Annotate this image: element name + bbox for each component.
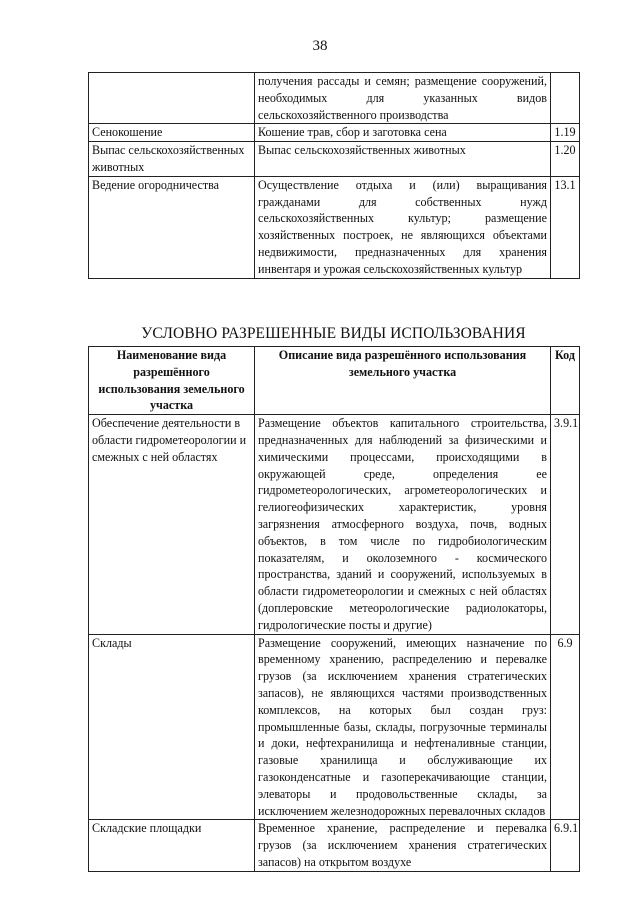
use-code-cell: 6.9.1 bbox=[551, 820, 580, 871]
use-name-cell bbox=[89, 73, 255, 124]
use-name-cell: Выпас сельскохозяйственных животных bbox=[89, 142, 255, 177]
use-description-cell: Осуществление отдыха и (или) выращивания гражданами для собственных нужд сельскохозяйственных культур; размещение хозяйственных построек, не являющихся объектами недвижимости, предназначенных для хранения инвентаря и урожая сельскохозяйственных культур bbox=[255, 176, 551, 278]
permitted-uses-table-continued bbox=[88, 72, 580, 279]
table-header bbox=[89, 347, 580, 415]
table-row bbox=[89, 820, 580, 871]
use-name-cell: Ведение огородничества bbox=[89, 176, 255, 278]
section-title: УСЛОВНО РАЗРЕШЕННЫЕ ВИДЫ ИСПОЛЬЗОВАНИЯ bbox=[141, 325, 526, 342]
page-number: 38 bbox=[312, 38, 328, 54]
table-row bbox=[89, 124, 580, 142]
use-name-cell: Складские площадки bbox=[89, 820, 255, 871]
header-code: Код bbox=[551, 347, 580, 415]
table-row bbox=[89, 142, 580, 177]
table-row bbox=[89, 634, 580, 820]
table-row bbox=[89, 415, 580, 634]
use-code-cell: 13.1 bbox=[551, 176, 580, 278]
use-description-cell: Размещение объектов капитального строительства, предназначенных для наблюдений за физическими и химическими процессами, происходящими в окружающей среде, определения ее гидрометеорологических, агрометеорологических и гелиогеофизических характеристик, уровня загрязнения атмосферного воздуха, почв, водных объектов, в том числе по гидробиологическим показателям, и околоземного - космического пространства, зданий и сооружений, используемых в области гидрометеорологии и смежных с ней областях (доплеровские метеорологические радиолокаторы, гидрологические посты и другие) bbox=[255, 415, 551, 634]
use-name-cell: Склады bbox=[89, 634, 255, 820]
table-body bbox=[89, 415, 580, 872]
header-name: Наименование вида разрешённого использования земельного участка bbox=[89, 347, 255, 415]
use-code-cell: 1.19 bbox=[551, 124, 580, 142]
table-body bbox=[89, 73, 580, 279]
conditionally-permitted-uses-table bbox=[88, 346, 580, 872]
use-description-cell: Выпас сельскохозяйственных животных bbox=[255, 142, 551, 177]
use-description-cell: Временное хранение, распределение и перевалка грузов (за исключением хранения стратегических запасов) на открытом воздухе bbox=[255, 820, 551, 871]
use-code-cell: 6.9 bbox=[551, 634, 580, 820]
use-name-cell: Сенокошение bbox=[89, 124, 255, 142]
use-code-cell bbox=[551, 73, 580, 124]
use-description-cell: Кошение трав, сбор и заготовка сена bbox=[255, 124, 551, 142]
use-name-cell: Обеспечение деятельности в области гидрометеорологии и смежных с ней областях bbox=[89, 415, 255, 634]
header-description: Описание вида разрешённого использования земельного участка bbox=[255, 347, 551, 415]
use-description-cell: Размещение сооружений, имеющих назначение по временному хранению, распределению и перевалке грузов (за исключением хранения стратегических запасов), не являющихся частями производственных комплексов, на которых был создан груз: промышленные базы, склады, погрузочные терминалы и доки, нефтехранилища и нефтеналивные станции, газовые хранилища и обслуживающие их газоконденсатные и газоперекачивающие станции, элеваторы и продовольственные склады, за исключением железнодорожных перевалочных складов bbox=[255, 634, 551, 820]
table-row bbox=[89, 73, 580, 124]
use-code-cell: 1.20 bbox=[551, 142, 580, 177]
use-code-cell: 3.9.1 bbox=[551, 415, 580, 634]
header-row bbox=[89, 347, 580, 415]
use-description-cell: получения рассады и семян; размещение сооружений, необходимых для указанных видов сельскохозяйственного производства bbox=[255, 73, 551, 124]
table-row bbox=[89, 176, 580, 278]
